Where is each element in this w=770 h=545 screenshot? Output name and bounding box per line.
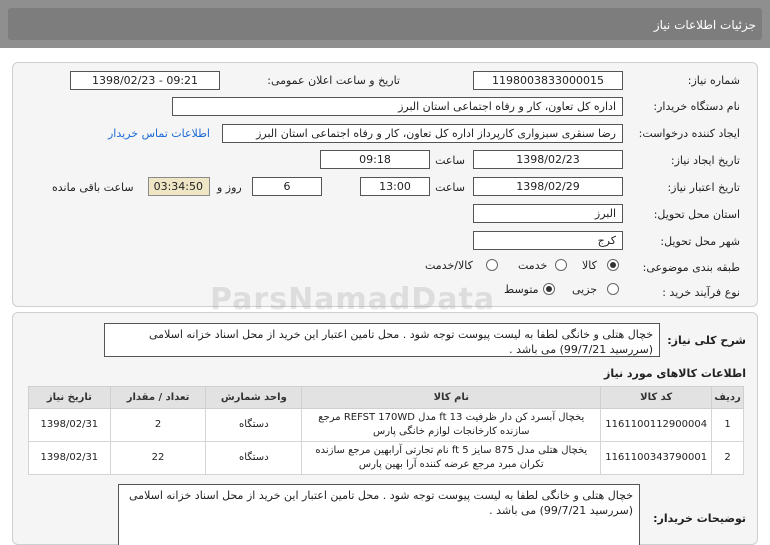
summary-label: شرح کلی نیاز: <box>667 334 746 347</box>
cell-unit: دستگاه <box>206 442 302 475</box>
col-code: کد کالا <box>601 387 712 409</box>
col-date: تاریخ نیاز <box>29 387 111 409</box>
announce-label: تاریخ و ساعت اعلان عمومی: <box>267 74 400 87</box>
page-title: جزئیات اطلاعات نیاز <box>653 18 756 32</box>
process-option-minor: جزیی <box>572 283 598 296</box>
category-radio-goods[interactable] <box>607 259 619 271</box>
process-label: نوع فرآیند خرید : <box>662 286 740 299</box>
process-option-medium: متوسط <box>504 283 539 296</box>
cell-code: 1161100112900004 <box>601 409 712 442</box>
created-label: تاریخ ایجاد نیاز: <box>670 154 740 167</box>
need-number-label: شماره نیاز: <box>687 74 740 87</box>
category-radio-goods-service[interactable] <box>486 259 498 271</box>
table-row <box>29 442 744 475</box>
col-name: نام کالا <box>302 387 601 409</box>
cell-row: 1 <box>712 409 744 442</box>
created-time-label: ساعت <box>435 154 465 167</box>
validity-date-field: 1398/02/29 <box>473 177 623 196</box>
cell-row: 2 <box>712 442 744 475</box>
validity-time-field: 13:00 <box>360 177 430 196</box>
category-option-service: خدمت <box>518 259 548 272</box>
summary-text: خچال هتلی و خانگی لطفا به لیست پیوست توجه شود . محل تامین اعتبار این خرید از محل اسناد خزانه اسلامی (سررسید 99/7/21) می باشد . <box>104 323 660 357</box>
buyer-label: نام دستگاه خریدار: <box>653 100 740 113</box>
notes-text: خچال هتلی و خانگی لطفا به لیست پیوست توجه شود . محل تامین اعتبار این خرید از محل اسناد خزانه اسلامی (سررسید 99/7/21) می باشد . <box>118 484 640 545</box>
notes-label: توضیحات خریدار: <box>653 512 746 525</box>
announce-field: 1398/02/23 - 09:21 <box>70 71 220 90</box>
cell-name: یخچال هتلی مدل 875 سایز 5 ft نام تجارتی آرابهین مرجع سازنده تکران مبرد مرجع عرضه کننده آرا بهین پارس <box>302 442 601 475</box>
cell-qty: 22 <box>110 442 206 475</box>
province-label: استان محل تحویل: <box>653 208 740 221</box>
province-field: البرز <box>473 204 623 223</box>
cell-unit: دستگاه <box>206 409 302 442</box>
remaining-time-field: 03:34:50 <box>148 177 210 196</box>
need-number-field: 1198003833000015 <box>473 71 623 90</box>
watermark-logo: ParsNamadData <box>210 282 496 317</box>
cell-qty: 2 <box>110 409 206 442</box>
created-time-field: 09:18 <box>320 150 430 169</box>
requester-field: رضا سنقری سبزواری کارپرداز اداره کل تعاون، کار و رفاه اجتماعی استان البرز <box>222 124 623 143</box>
col-qty: تعداد / مقدار <box>110 387 206 409</box>
category-label: طبقه بندی موضوعی: <box>642 261 740 274</box>
items-title: اطلاعات کالاهای مورد نیاز <box>604 367 746 380</box>
remaining-label: ساعت باقی مانده <box>52 181 134 194</box>
contact-buyer-link[interactable]: اطلاعات تماس خریدار <box>108 127 210 140</box>
cell-date: 1398/02/31 <box>29 409 111 442</box>
city-field: کرج <box>473 231 623 250</box>
col-row: ردیف <box>712 387 744 409</box>
page-header <box>0 0 770 48</box>
created-date-field: 1398/02/23 <box>473 150 623 169</box>
items-table <box>28 386 744 475</box>
cell-code: 1161100343790001 <box>601 442 712 475</box>
buyer-field: اداره کل تعاون، کار و رفاه اجتماعی استان البرز <box>172 97 623 116</box>
col-unit: واحد شمارش <box>206 387 302 409</box>
days-label: روز و <box>217 181 242 194</box>
category-option-goods: کالا <box>582 259 597 272</box>
cell-name: یخچال آبسرد کن دار ظرفیت 13 ft مدل REFST 170WD مرجع سازنده کارخانجات لوازم خانگی پارس <box>302 409 601 442</box>
city-label: شهر محل تحویل: <box>660 235 740 248</box>
items-header-row <box>29 387 744 409</box>
table-row <box>29 409 744 442</box>
validity-time-label: ساعت <box>435 181 465 194</box>
cell-date: 1398/02/31 <box>29 442 111 475</box>
process-radio-medium[interactable] <box>543 283 555 295</box>
validity-label: تاریخ اعتبار نیاز: <box>667 181 740 194</box>
process-radio-minor[interactable] <box>607 283 619 295</box>
category-radio-service[interactable] <box>555 259 567 271</box>
requester-label: ایجاد کننده درخواست: <box>638 127 740 140</box>
days-field: 6 <box>252 177 322 196</box>
header-bar <box>8 8 762 40</box>
category-option-goods-service: کالا/خدمت <box>425 259 473 272</box>
